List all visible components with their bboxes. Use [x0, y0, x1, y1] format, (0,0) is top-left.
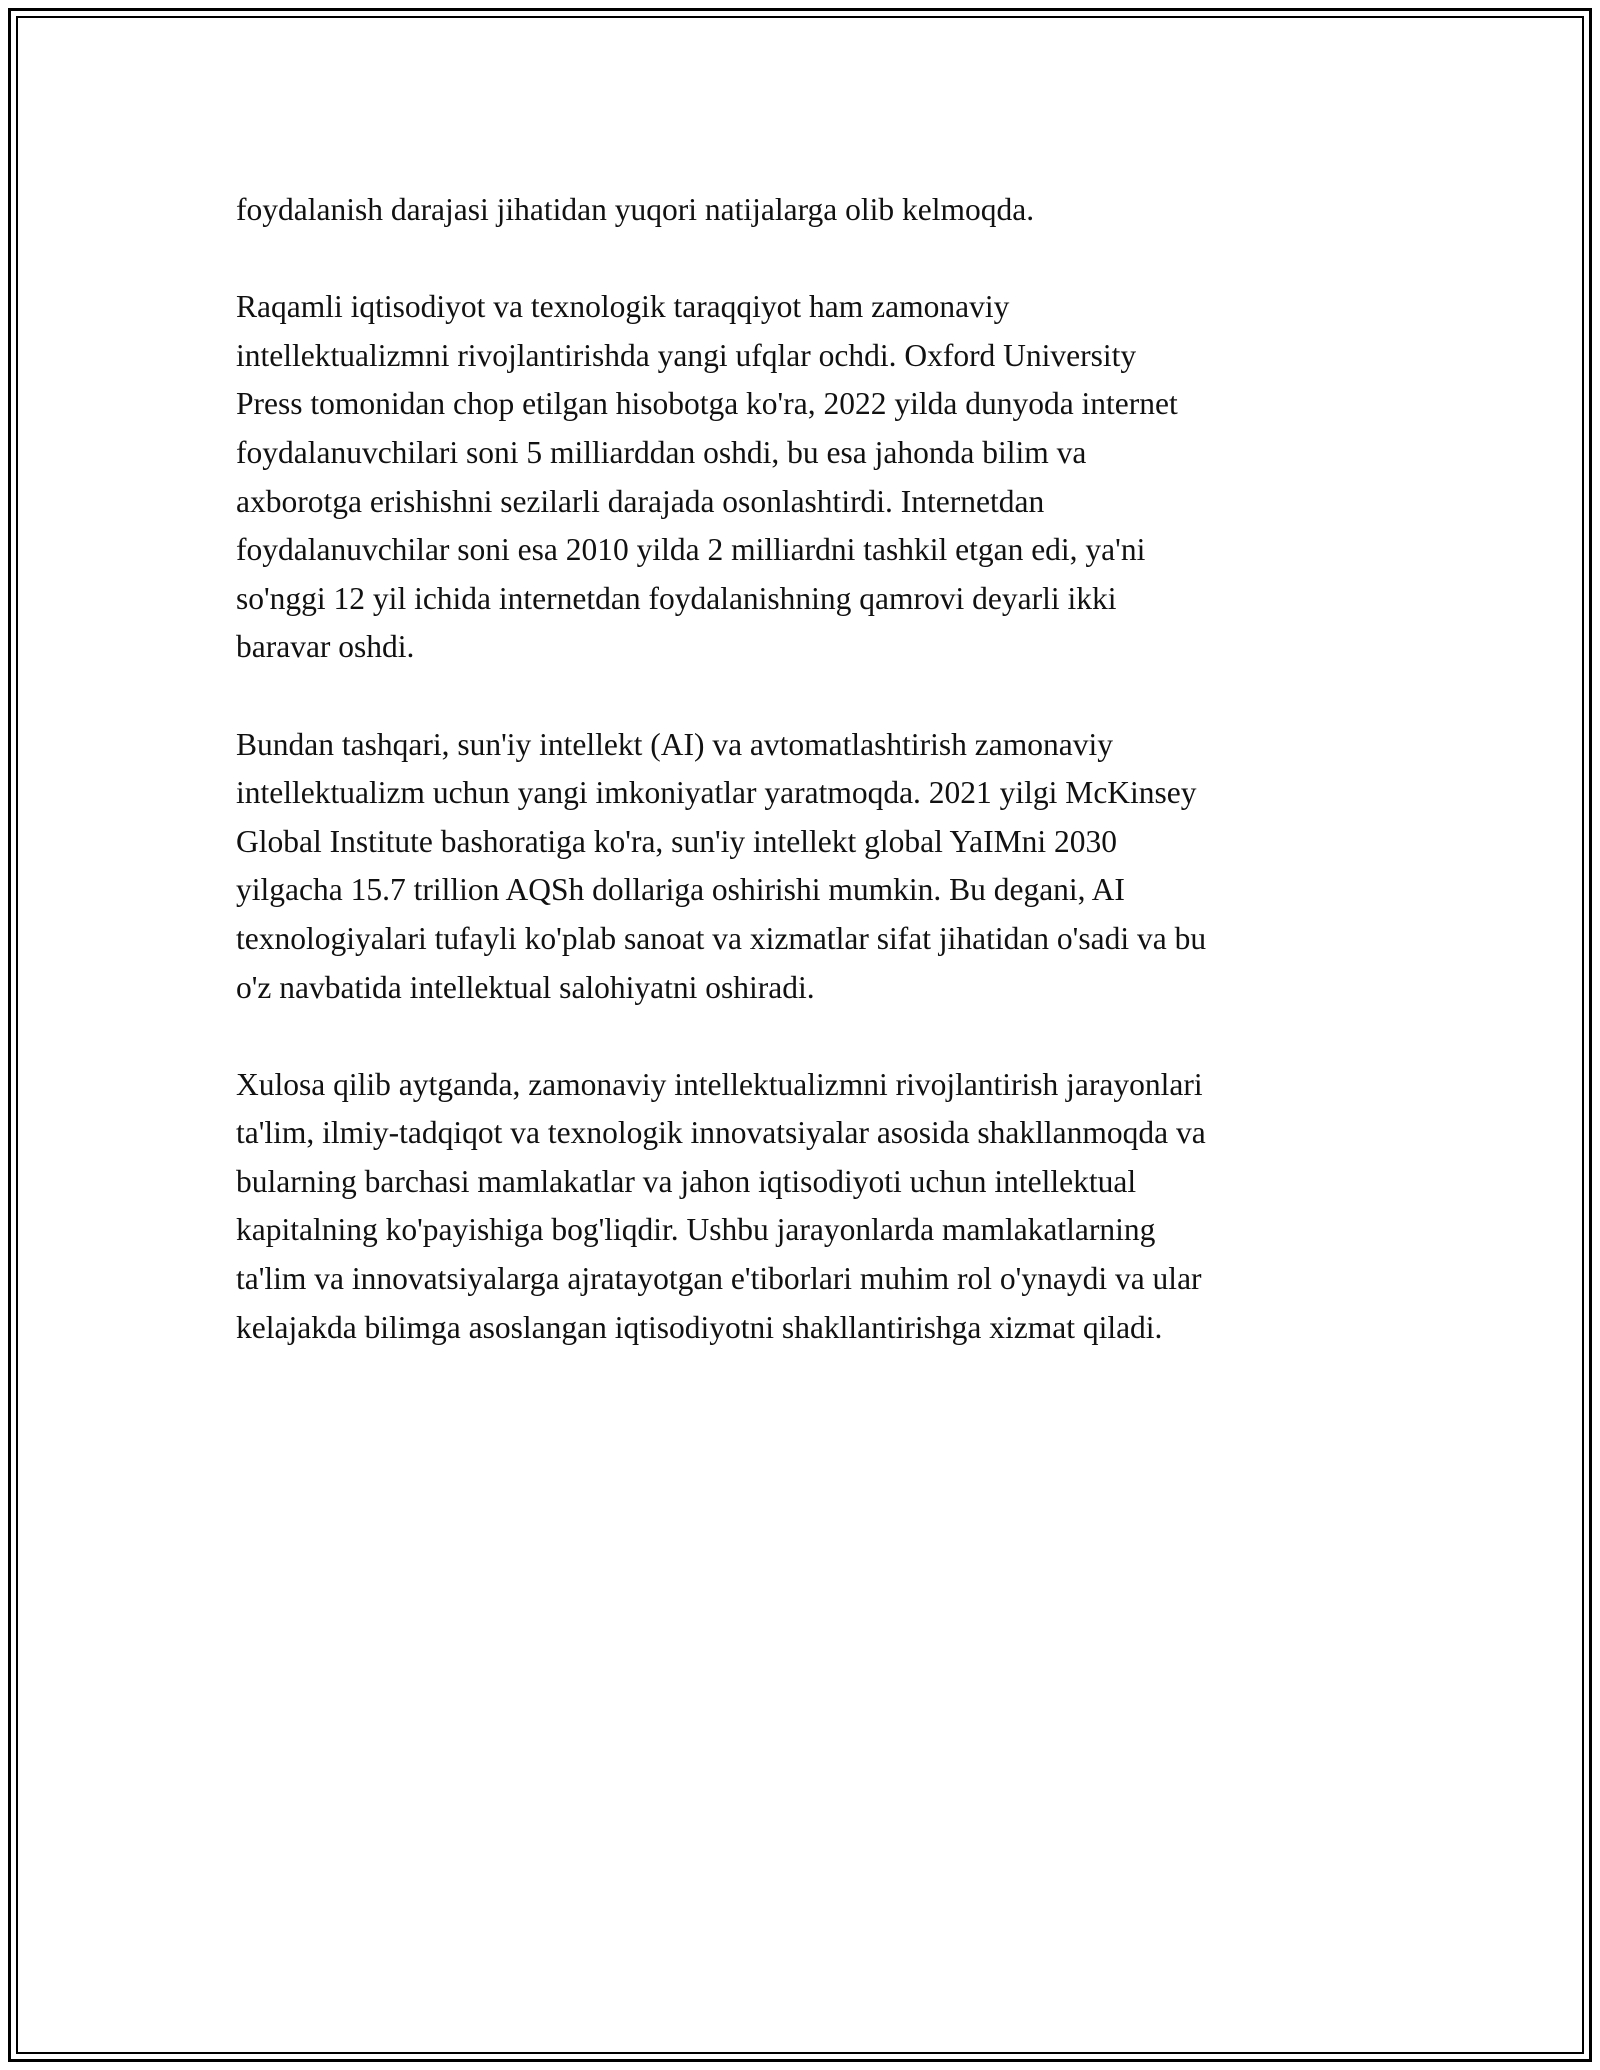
text-line: foydalanuvchilari soni 5 milliarddan oshdi, bu esa jahonda bilim va	[236, 434, 1087, 470]
text-line: texnologiyalari tufayli ko'plab sanoat va xizmatlar sifat jihatidan o'sadi va bu	[236, 920, 1207, 956]
text-line: kapitalning ko'payishiga bog'liqdir. Ushbu jarayonlarda mamlakatlarning	[236, 1212, 1156, 1248]
text-line: yilgacha 15.7 trillion AQSh dollariga oshirishi mumkin. Bu degani, AI	[236, 872, 1125, 908]
text-line: intellektualizmni rivojlantirishda yangi ufqlar ochdi. Oxford University	[236, 337, 1137, 373]
paragraph-continuation	[236, 186, 1396, 235]
text-line: so'nggi 12 yil ichida internetdan foydalanishning qamrovi deyarli ikki	[236, 580, 1117, 616]
text-line: Global Institute bashoratiga ko'ra, sun'iy intellekt global YaIMni 2030	[236, 823, 1117, 859]
text-line: o'z navbatida intellektual salohiyatni oshiradi.	[236, 969, 815, 1005]
text-line: Bundan tashqari, sun'iy intellekt (AI) va avtomatlashtirish zamonaviy	[236, 726, 1113, 762]
text-line: ta'lim, ilmiy-tadqiqot va texnologik innovatsiyalar asosida shakllanmoqda va	[236, 1115, 1206, 1151]
paragraph-digital-economy	[236, 283, 1396, 672]
text-line: bularning barchasi mamlakatlar va jahon iqtisodiyoti uchun intellektual	[236, 1163, 1137, 1199]
text-line: Xulosa qilib aytganda, zamonaviy intellektualizmni rivojlantirish jarayonlari	[236, 1066, 1203, 1102]
text-line: foydalanish darajasi jihatidan yuqori natijalarga olib kelmoqda.	[236, 192, 1035, 227]
text-line: axborotga erishishni sezilarli darajada osonlashtirdi. Internetdan	[236, 483, 1045, 519]
text-line: Raqamli iqtisodiyot va texnologik taraqqiyot ham zamonaviy	[236, 289, 1010, 325]
document-body	[236, 186, 1396, 1401]
paragraph-conclusion	[236, 1061, 1396, 1353]
text-line: ta'lim va innovatsiyalarga ajratayotgan e'tiborlari muhim rol o'ynaydi va ular	[236, 1261, 1202, 1297]
text-line: kelajakda bilimga asoslangan iqtisodiyotni shakllantirishga xizmat qiladi.	[236, 1309, 1163, 1345]
text-line: foydalanuvchilar soni esa 2010 yilda 2 milliardni tashkil etgan edi, ya'ni	[236, 532, 1146, 568]
text-line: Press tomonidan chop etilgan hisobotga ko'ra, 2022 yilda dunyoda internet	[236, 386, 1178, 422]
text-line: intellektualizm uchun yangi imkoniyatlar yaratmoqda. 2021 yilgi McKinsey	[236, 775, 1197, 811]
text-line: baravar oshdi.	[236, 629, 415, 665]
paragraph-artificial-intelligence	[236, 721, 1396, 1013]
